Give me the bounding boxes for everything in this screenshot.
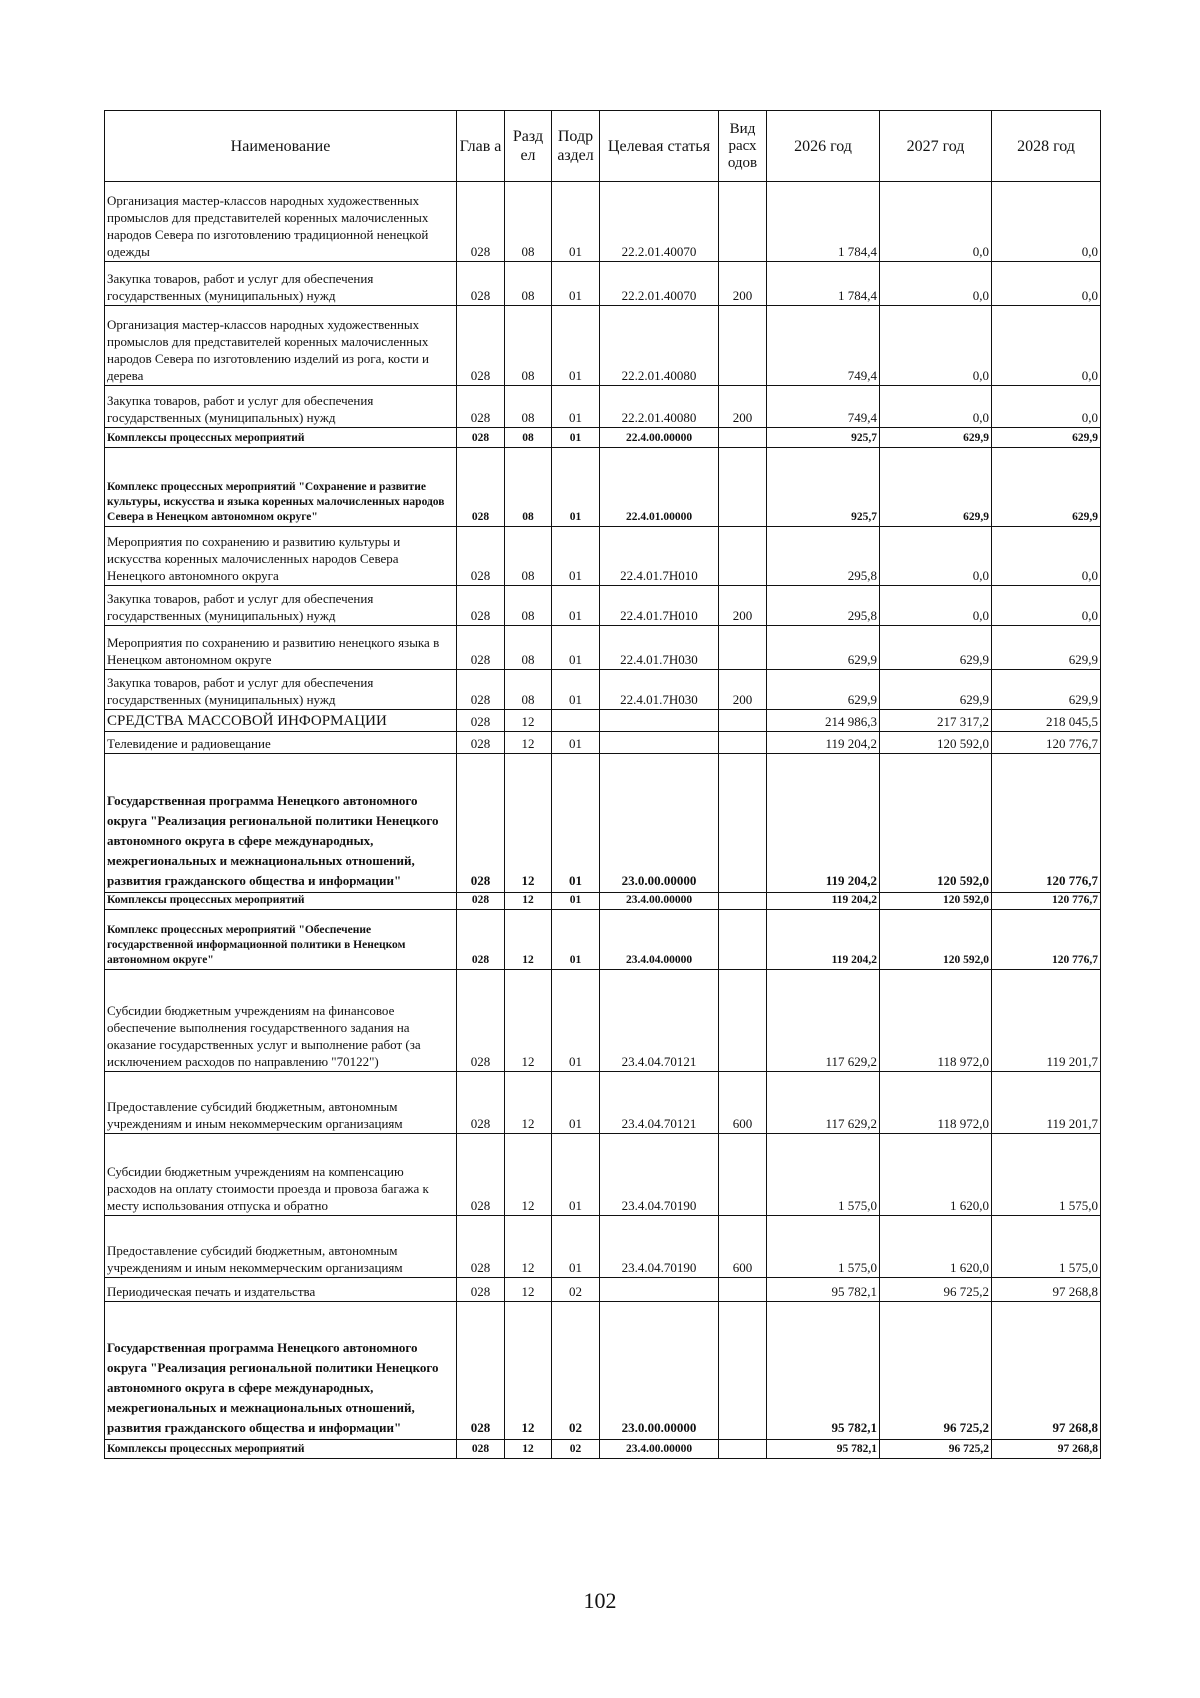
cell-podrazdel: 01 bbox=[552, 626, 600, 670]
cell-target: 22.4.01.7Н010 bbox=[600, 586, 719, 626]
cell-2026: 1 575,0 bbox=[767, 1134, 880, 1216]
cell-target: 22.4.01.00000 bbox=[600, 448, 719, 527]
cell-podrazdel: 01 bbox=[552, 386, 600, 428]
cell-glava: 028 bbox=[457, 1134, 505, 1216]
cell-2028: 629,9 bbox=[992, 448, 1101, 527]
cell-razdel: 08 bbox=[505, 306, 552, 386]
cell-podrazdel: 01 bbox=[552, 970, 600, 1072]
cell-podrazdel bbox=[552, 710, 600, 732]
header-name: Наименование bbox=[105, 111, 457, 182]
cell-razdel: 12 bbox=[505, 893, 552, 910]
cell-vid: 600 bbox=[719, 1216, 767, 1278]
cell-glava: 028 bbox=[457, 910, 505, 970]
cell-2027: 0,0 bbox=[880, 182, 992, 262]
table-row bbox=[105, 626, 1101, 670]
cell-name: Государственная программа Ненецкого автономного округа "Реализация региональной политики Ненецкого автономного округа в сфере международных, межрегиональных и межнациональных отношений, развития гражданского общества и информации" bbox=[105, 1302, 457, 1440]
header-2027: 2027 год bbox=[880, 111, 992, 182]
cell-vid bbox=[719, 1134, 767, 1216]
cell-razdel: 08 bbox=[505, 428, 552, 448]
cell-2026: 925,7 bbox=[767, 448, 880, 527]
table-row bbox=[105, 1440, 1101, 1459]
cell-2028: 0,0 bbox=[992, 306, 1101, 386]
cell-2026: 214 986,3 bbox=[767, 710, 880, 732]
cell-2028: 97 268,8 bbox=[992, 1278, 1101, 1302]
cell-vid bbox=[719, 626, 767, 670]
cell-2027: 118 972,0 bbox=[880, 970, 992, 1072]
cell-razdel: 12 bbox=[505, 754, 552, 893]
cell-name: Телевидение и радиовещание bbox=[105, 732, 457, 754]
cell-target: 22.4.01.7Н010 bbox=[600, 527, 719, 586]
cell-podrazdel: 01 bbox=[552, 262, 600, 306]
cell-2028: 119 201,7 bbox=[992, 970, 1101, 1072]
cell-podrazdel: 02 bbox=[552, 1440, 600, 1459]
table-row bbox=[105, 527, 1101, 586]
cell-vid bbox=[719, 306, 767, 386]
cell-2026: 295,8 bbox=[767, 586, 880, 626]
cell-razdel: 12 bbox=[505, 1302, 552, 1440]
cell-2027: 0,0 bbox=[880, 386, 992, 428]
cell-glava: 028 bbox=[457, 893, 505, 910]
cell-podrazdel: 02 bbox=[552, 1278, 600, 1302]
cell-2027: 629,9 bbox=[880, 626, 992, 670]
cell-razdel: 12 bbox=[505, 1216, 552, 1278]
table-header-row bbox=[105, 111, 1101, 182]
cell-razdel: 12 bbox=[505, 1440, 552, 1459]
cell-glava: 028 bbox=[457, 710, 505, 732]
cell-razdel: 12 bbox=[505, 732, 552, 754]
cell-target: 23.0.00.00000 bbox=[600, 754, 719, 893]
table-row bbox=[105, 262, 1101, 306]
cell-razdel: 12 bbox=[505, 1134, 552, 1216]
cell-name: Мероприятия по сохранению и развитию ненецкого языка в Ненецком автономном округе bbox=[105, 626, 457, 670]
cell-vid bbox=[719, 448, 767, 527]
cell-2027: 96 725,2 bbox=[880, 1440, 992, 1459]
cell-podrazdel: 01 bbox=[552, 893, 600, 910]
table-row bbox=[105, 428, 1101, 448]
cell-2028: 0,0 bbox=[992, 527, 1101, 586]
cell-glava: 028 bbox=[457, 732, 505, 754]
cell-2026: 119 204,2 bbox=[767, 893, 880, 910]
cell-2026: 629,9 bbox=[767, 670, 880, 710]
cell-podrazdel: 01 bbox=[552, 670, 600, 710]
cell-target bbox=[600, 732, 719, 754]
cell-name: Мероприятия по сохранению и развитию культуры и искусства коренных малочисленных народов Севера Ненецкого автономного округа bbox=[105, 527, 457, 586]
cell-podrazdel: 01 bbox=[552, 428, 600, 448]
table-row bbox=[105, 1134, 1101, 1216]
cell-name: Организация мастер-классов народных художественных промыслов для представителей коренных малочисленных народов Севера по изготовлению традиционной ненецкой одежды bbox=[105, 182, 457, 262]
cell-name: Закупка товаров, работ и услуг для обеспечения государственных (муниципальных) нужд bbox=[105, 670, 457, 710]
cell-podrazdel: 01 bbox=[552, 586, 600, 626]
cell-name: Комплекс процессных мероприятий "Сохранение и развитие культуры, искусства и языка коренных малочисленных народов Севера в Ненецком автономном округе" bbox=[105, 448, 457, 527]
cell-2026: 749,4 bbox=[767, 386, 880, 428]
cell-name: СРЕДСТВА МАССОВОЙ ИНФОРМАЦИИ bbox=[105, 710, 457, 732]
cell-2026: 95 782,1 bbox=[767, 1440, 880, 1459]
table-row bbox=[105, 1072, 1101, 1134]
cell-2026: 1 784,4 bbox=[767, 182, 880, 262]
cell-2028: 1 575,0 bbox=[992, 1216, 1101, 1278]
cell-name: Закупка товаров, работ и услуг для обеспечения государственных (муниципальных) нужд bbox=[105, 262, 457, 306]
cell-vid: 200 bbox=[719, 262, 767, 306]
table-row bbox=[105, 893, 1101, 910]
header-2028: 2028 год bbox=[992, 111, 1101, 182]
header-razdel: Разд ел bbox=[505, 111, 552, 182]
cell-target: 23.4.04.70190 bbox=[600, 1216, 719, 1278]
cell-razdel: 08 bbox=[505, 626, 552, 670]
cell-glava: 028 bbox=[457, 386, 505, 428]
cell-2026: 119 204,2 bbox=[767, 910, 880, 970]
cell-vid bbox=[719, 182, 767, 262]
cell-2027: 0,0 bbox=[880, 306, 992, 386]
cell-podrazdel: 01 bbox=[552, 527, 600, 586]
cell-2028: 120 776,7 bbox=[992, 910, 1101, 970]
table-row bbox=[105, 1278, 1101, 1302]
cell-podrazdel: 01 bbox=[552, 1072, 600, 1134]
header-2026: 2026 год bbox=[767, 111, 880, 182]
cell-razdel: 08 bbox=[505, 262, 552, 306]
cell-2027: 0,0 bbox=[880, 262, 992, 306]
cell-name: Закупка товаров, работ и услуг для обеспечения государственных (муниципальных) нужд bbox=[105, 386, 457, 428]
cell-vid bbox=[719, 754, 767, 893]
cell-glava: 028 bbox=[457, 1302, 505, 1440]
table-row bbox=[105, 710, 1101, 732]
cell-name: Предоставление субсидий бюджетным, автономным учреждениям и иным некоммерческим организациям bbox=[105, 1072, 457, 1134]
table-body bbox=[105, 182, 1101, 1459]
cell-2027: 96 725,2 bbox=[880, 1278, 992, 1302]
table-row bbox=[105, 754, 1101, 893]
cell-2028: 120 776,7 bbox=[992, 732, 1101, 754]
cell-razdel: 08 bbox=[505, 182, 552, 262]
table-row bbox=[105, 386, 1101, 428]
cell-name: Периодическая печать и издательства bbox=[105, 1278, 457, 1302]
header-podrazdel: Подр аздел bbox=[552, 111, 600, 182]
cell-glava: 028 bbox=[457, 754, 505, 893]
page-number: 102 bbox=[583, 1588, 617, 1613]
cell-vid: 200 bbox=[719, 386, 767, 428]
table-row bbox=[105, 910, 1101, 970]
cell-razdel: 12 bbox=[505, 1278, 552, 1302]
table-row bbox=[105, 970, 1101, 1072]
cell-2028: 629,9 bbox=[992, 670, 1101, 710]
cell-podrazdel: 02 bbox=[552, 1302, 600, 1440]
cell-name: Организация мастер-классов народных художественных промыслов для представителей коренных малочисленных народов Севера по изготовлению изделий из рога, кости и дерева bbox=[105, 306, 457, 386]
cell-target: 23.4.04.70190 bbox=[600, 1134, 719, 1216]
cell-name: Комплекс процессных мероприятий "Обеспечение государственной информационной политики в Ненецком автономном округе" bbox=[105, 910, 457, 970]
cell-2028: 218 045,5 bbox=[992, 710, 1101, 732]
cell-2026: 117 629,2 bbox=[767, 970, 880, 1072]
cell-glava: 028 bbox=[457, 970, 505, 1072]
cell-vid bbox=[719, 1302, 767, 1440]
cell-2027: 120 592,0 bbox=[880, 910, 992, 970]
cell-2027: 0,0 bbox=[880, 586, 992, 626]
cell-2028: 120 776,7 bbox=[992, 893, 1101, 910]
cell-glava: 028 bbox=[457, 1072, 505, 1134]
cell-2027: 217 317,2 bbox=[880, 710, 992, 732]
cell-name: Государственная программа Ненецкого автономного округа "Реализация региональной политики Ненецкого автономного округа в сфере международных, межрегиональных и межнациональных отношений, развития гражданского общества и информации" bbox=[105, 754, 457, 893]
budget-table bbox=[104, 110, 1101, 1459]
cell-vid: 600 bbox=[719, 1072, 767, 1134]
cell-vid bbox=[719, 893, 767, 910]
cell-vid: 200 bbox=[719, 586, 767, 626]
cell-vid bbox=[719, 732, 767, 754]
cell-2026: 1 784,4 bbox=[767, 262, 880, 306]
cell-vid bbox=[719, 910, 767, 970]
cell-podrazdel: 01 bbox=[552, 448, 600, 527]
cell-2027: 120 592,0 bbox=[880, 754, 992, 893]
cell-razdel: 12 bbox=[505, 1072, 552, 1134]
cell-2027: 120 592,0 bbox=[880, 893, 992, 910]
header-target: Целевая статья bbox=[600, 111, 719, 182]
cell-2026: 119 204,2 bbox=[767, 754, 880, 893]
table-row bbox=[105, 306, 1101, 386]
cell-glava: 028 bbox=[457, 1440, 505, 1459]
cell-razdel: 08 bbox=[505, 386, 552, 428]
cell-podrazdel: 01 bbox=[552, 732, 600, 754]
cell-vid bbox=[719, 527, 767, 586]
cell-podrazdel: 01 bbox=[552, 754, 600, 893]
cell-2028: 0,0 bbox=[992, 182, 1101, 262]
cell-razdel: 08 bbox=[505, 448, 552, 527]
cell-target: 22.2.01.40070 bbox=[600, 262, 719, 306]
cell-razdel: 12 bbox=[505, 710, 552, 732]
cell-2028: 629,9 bbox=[992, 428, 1101, 448]
cell-glava: 028 bbox=[457, 670, 505, 710]
cell-podrazdel: 01 bbox=[552, 306, 600, 386]
cell-target: 22.2.01.40080 bbox=[600, 386, 719, 428]
cell-podrazdel: 01 bbox=[552, 1216, 600, 1278]
cell-glava: 028 bbox=[457, 428, 505, 448]
cell-target: 23.4.04.00000 bbox=[600, 910, 719, 970]
table-row bbox=[105, 182, 1101, 262]
cell-2028: 97 268,8 bbox=[992, 1440, 1101, 1459]
cell-name: Закупка товаров, работ и услуг для обеспечения государственных (муниципальных) нужд bbox=[105, 586, 457, 626]
cell-glava: 028 bbox=[457, 1278, 505, 1302]
cell-2028: 119 201,7 bbox=[992, 1072, 1101, 1134]
cell-name: Комплексы процессных мероприятий bbox=[105, 1440, 457, 1459]
cell-2026: 925,7 bbox=[767, 428, 880, 448]
cell-2026: 95 782,1 bbox=[767, 1278, 880, 1302]
cell-2026: 629,9 bbox=[767, 626, 880, 670]
cell-glava: 028 bbox=[457, 182, 505, 262]
table-row bbox=[105, 732, 1101, 754]
cell-2028: 120 776,7 bbox=[992, 754, 1101, 893]
cell-2027: 96 725,2 bbox=[880, 1302, 992, 1440]
cell-name: Комплексы процессных мероприятий bbox=[105, 428, 457, 448]
cell-target: 22.4.01.7Н030 bbox=[600, 626, 719, 670]
cell-razdel: 08 bbox=[505, 670, 552, 710]
cell-target: 22.2.01.40070 bbox=[600, 182, 719, 262]
cell-target: 23.0.00.00000 bbox=[600, 1302, 719, 1440]
cell-podrazdel: 01 bbox=[552, 182, 600, 262]
cell-target: 23.4.04.70121 bbox=[600, 970, 719, 1072]
cell-2027: 1 620,0 bbox=[880, 1216, 992, 1278]
cell-glava: 028 bbox=[457, 448, 505, 527]
cell-vid bbox=[719, 710, 767, 732]
cell-name: Субсидии бюджетным учреждениям на финансовое обеспечение выполнения государственного задания на оказание государственных услуг и выполнение работ (за исключением расходов по направлению "70122") bbox=[105, 970, 457, 1072]
cell-2028: 1 575,0 bbox=[992, 1134, 1101, 1216]
cell-target bbox=[600, 710, 719, 732]
cell-name: Комплексы процессных мероприятий bbox=[105, 893, 457, 910]
cell-2027: 0,0 bbox=[880, 527, 992, 586]
cell-glava: 028 bbox=[457, 1216, 505, 1278]
table-row bbox=[105, 448, 1101, 527]
table-row bbox=[105, 1302, 1101, 1440]
cell-2027: 629,9 bbox=[880, 670, 992, 710]
cell-vid bbox=[719, 970, 767, 1072]
cell-target: 22.2.01.40080 bbox=[600, 306, 719, 386]
cell-vid bbox=[719, 1440, 767, 1459]
cell-2026: 119 204,2 bbox=[767, 732, 880, 754]
table-row bbox=[105, 670, 1101, 710]
table-row bbox=[105, 586, 1101, 626]
cell-2028: 0,0 bbox=[992, 262, 1101, 306]
cell-2027: 120 592,0 bbox=[880, 732, 992, 754]
cell-target: 23.4.00.00000 bbox=[600, 893, 719, 910]
cell-name: Предоставление субсидий бюджетным, автономным учреждениям и иным некоммерческим организациям bbox=[105, 1216, 457, 1278]
cell-glava: 028 bbox=[457, 586, 505, 626]
header-glava: Глав а bbox=[457, 111, 505, 182]
cell-2026: 295,8 bbox=[767, 527, 880, 586]
cell-target: 22.4.00.00000 bbox=[600, 428, 719, 448]
cell-target bbox=[600, 1278, 719, 1302]
cell-target: 23.4.04.70121 bbox=[600, 1072, 719, 1134]
cell-glava: 028 bbox=[457, 626, 505, 670]
cell-2026: 95 782,1 bbox=[767, 1302, 880, 1440]
cell-podrazdel: 01 bbox=[552, 1134, 600, 1216]
cell-2026: 749,4 bbox=[767, 306, 880, 386]
cell-glava: 028 bbox=[457, 262, 505, 306]
cell-2028: 629,9 bbox=[992, 626, 1101, 670]
cell-razdel: 08 bbox=[505, 527, 552, 586]
cell-razdel: 08 bbox=[505, 586, 552, 626]
cell-name: Субсидии бюджетным учреждениям на компенсацию расходов на оплату стоимости проезда и провоза багажа к месту использования отпуска и обратно bbox=[105, 1134, 457, 1216]
cell-target: 22.4.01.7Н030 bbox=[600, 670, 719, 710]
cell-vid bbox=[719, 428, 767, 448]
cell-podrazdel: 01 bbox=[552, 910, 600, 970]
cell-razdel: 12 bbox=[505, 910, 552, 970]
cell-glava: 028 bbox=[457, 527, 505, 586]
table-row bbox=[105, 1216, 1101, 1278]
cell-glava: 028 bbox=[457, 306, 505, 386]
cell-razdel: 12 bbox=[505, 970, 552, 1072]
cell-vid: 200 bbox=[719, 670, 767, 710]
cell-2027: 629,9 bbox=[880, 428, 992, 448]
cell-2027: 629,9 bbox=[880, 448, 992, 527]
cell-2026: 117 629,2 bbox=[767, 1072, 880, 1134]
cell-target: 23.4.00.00000 bbox=[600, 1440, 719, 1459]
cell-2028: 0,0 bbox=[992, 586, 1101, 626]
cell-2027: 118 972,0 bbox=[880, 1072, 992, 1134]
header-vid: Вид расх одов bbox=[719, 111, 767, 182]
cell-2026: 1 575,0 bbox=[767, 1216, 880, 1278]
cell-vid bbox=[719, 1278, 767, 1302]
cell-2028: 97 268,8 bbox=[992, 1302, 1101, 1440]
cell-2028: 0,0 bbox=[992, 386, 1101, 428]
cell-2027: 1 620,0 bbox=[880, 1134, 992, 1216]
